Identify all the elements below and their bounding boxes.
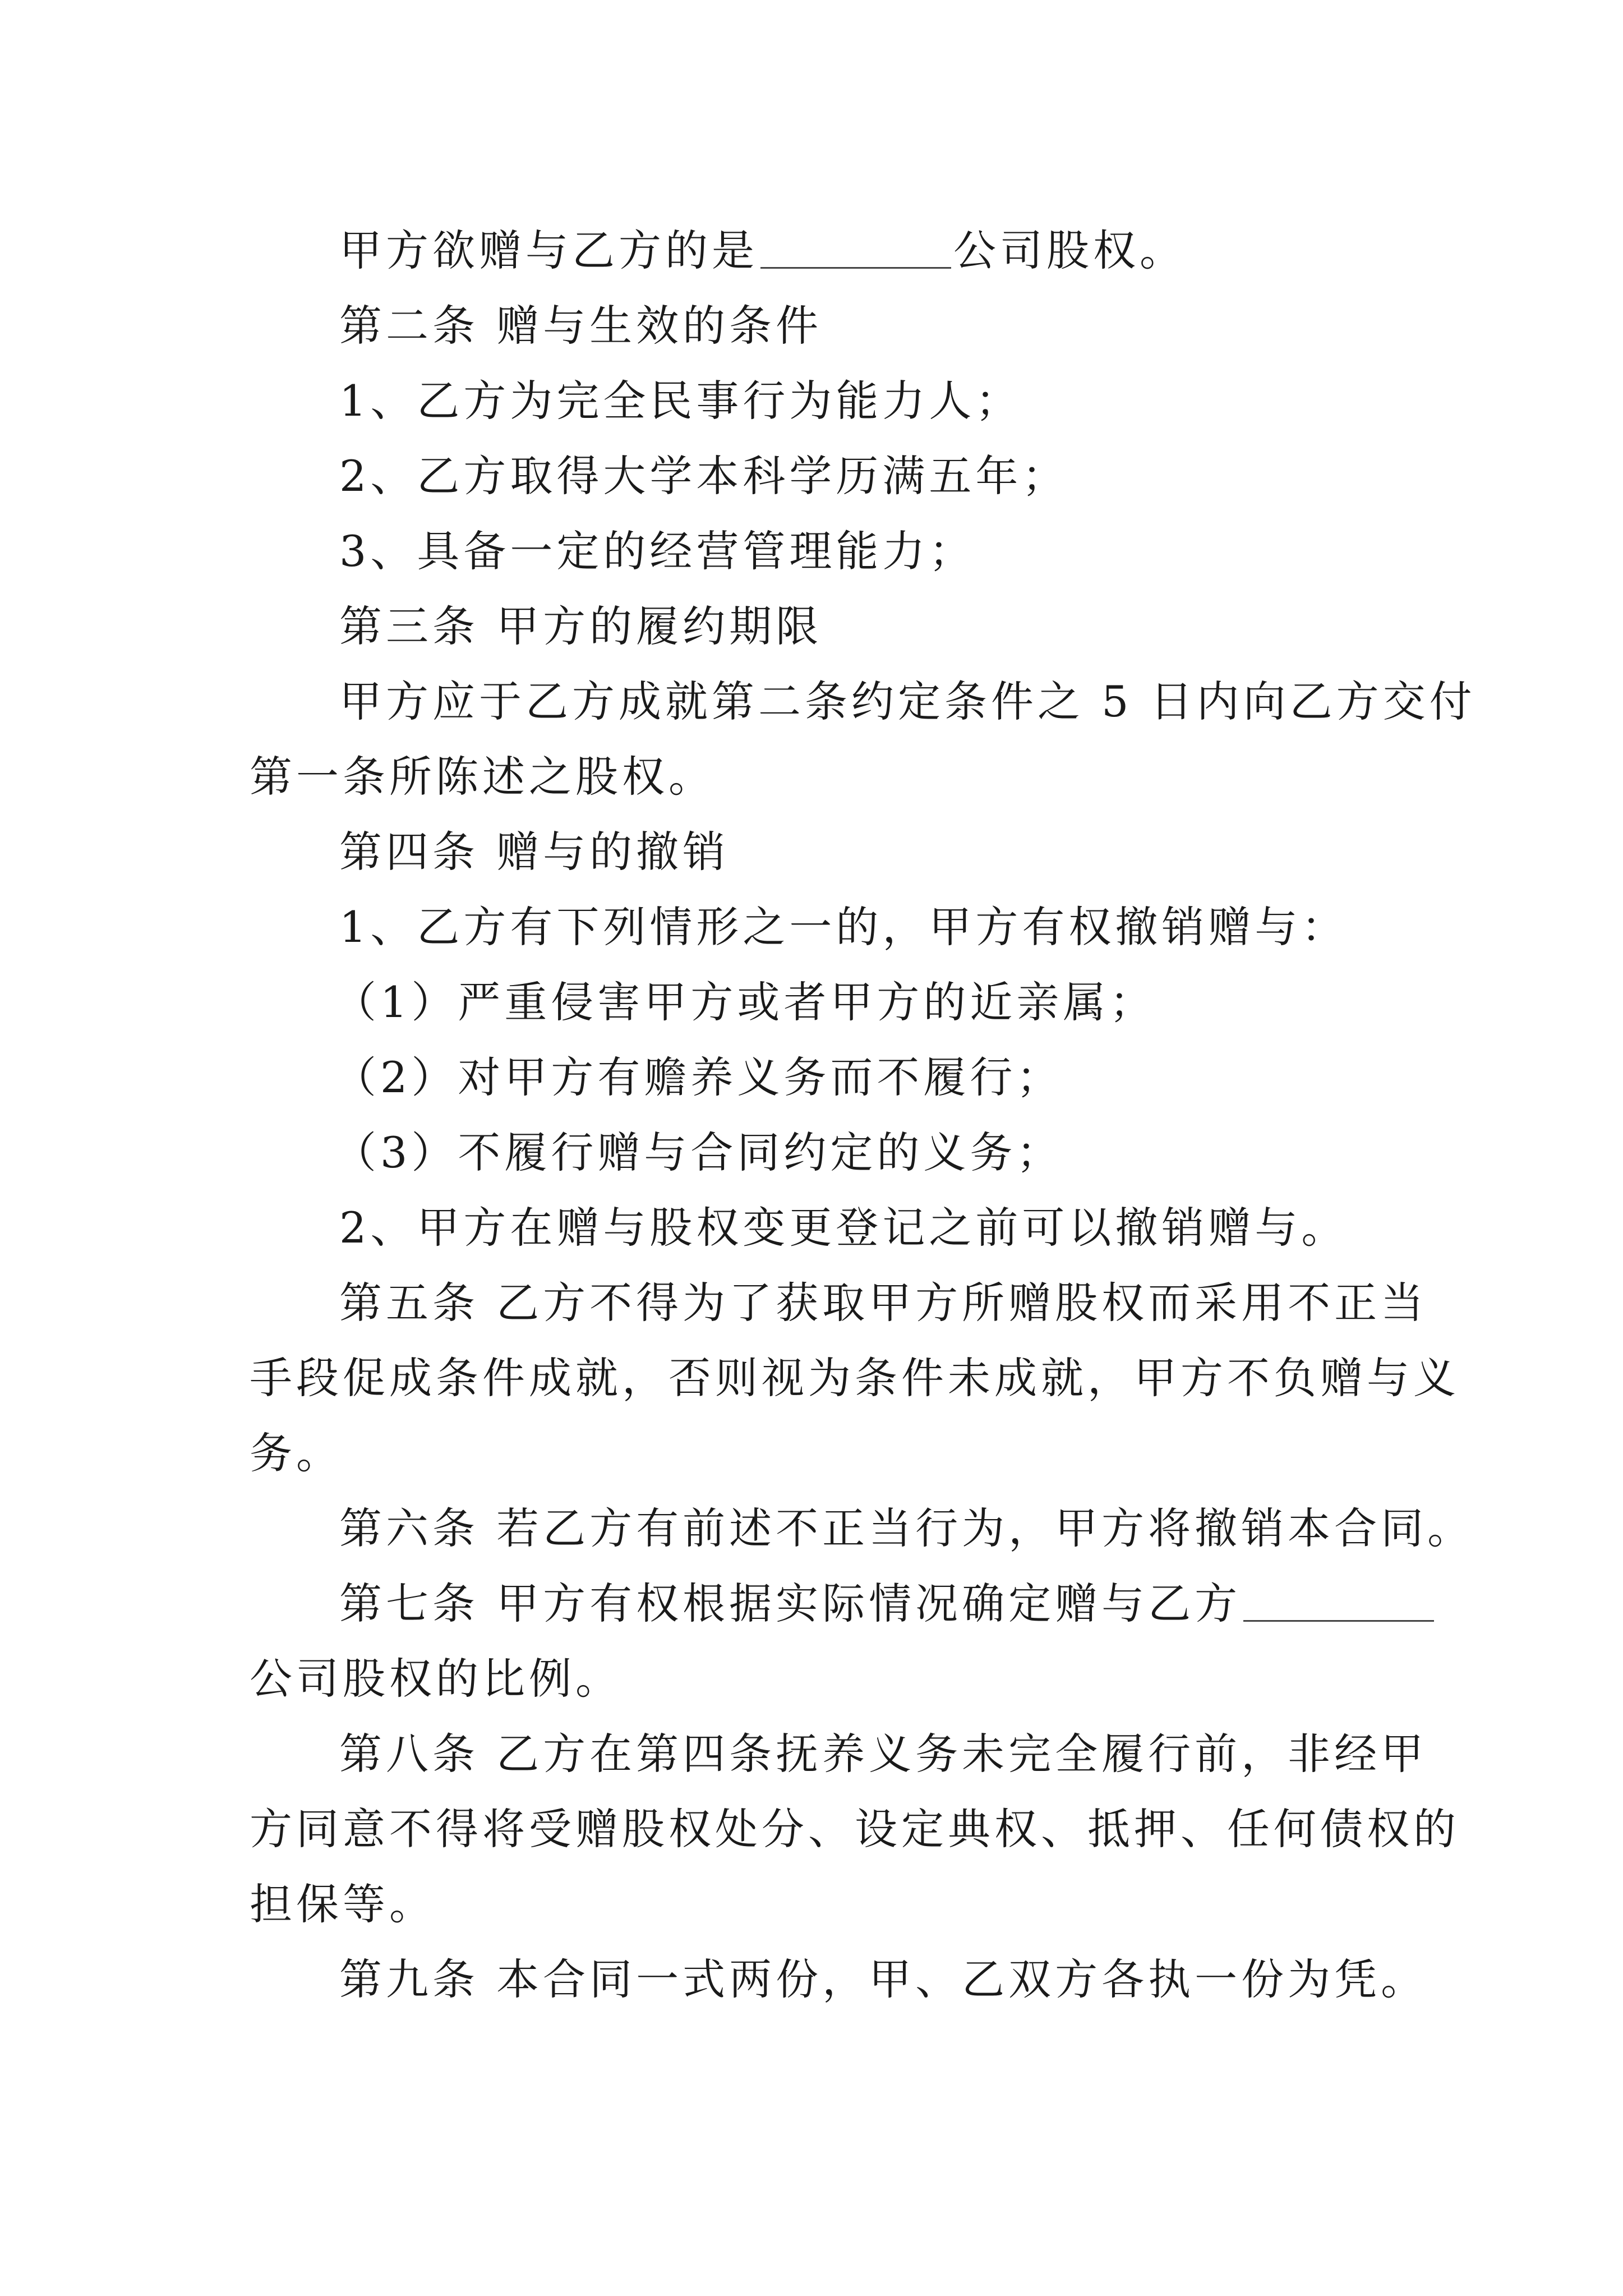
- article-4-item-2: 2、甲方在赠与股权变更登记之前可以撤销赠与。: [339, 1203, 1348, 1253]
- clause-1-text: 甲方欲赠与乙方的是: [339, 226, 758, 275]
- company-name-blank-2: [1243, 1577, 1434, 1622]
- article-4-sub-1: （1）严重侵害甲方或者甲方的近亲属；: [334, 977, 1156, 1027]
- article-2-heading: 第二条 赠与生效的条件: [339, 301, 823, 351]
- article-7-text: 第七条 甲方有权根据实际情况确定赠与乙方: [339, 1579, 1242, 1628]
- article-2-item-3: 3、具备一定的经营管理能力；: [339, 526, 976, 576]
- article-6: 第六条 若乙方有前述不正当行为，甲方将撤销本合同。: [339, 1503, 1474, 1553]
- article-3-heading: 第三条 甲方的履约期限: [339, 601, 823, 651]
- clause-1-subject: [250, 213, 1427, 288]
- contract-body: [250, 213, 1476, 2017]
- article-4-heading: 第四条 赠与的撤销: [339, 827, 730, 877]
- article-4-sub-2: （2）对甲方有赡养义务而不履行；: [334, 1052, 1063, 1102]
- article-7-line-2: 公司股权的比例。: [250, 1654, 622, 1704]
- article-2-item-2: 2、乙方取得大学本科学历满五年；: [339, 451, 1069, 501]
- article-5-line-2: 手段促成条件成就，否则视为条件未成就，甲方不负赠与义: [250, 1353, 1460, 1403]
- article-4-sub-3: （3）不履行赠与合同约定的义务；: [334, 1128, 1063, 1177]
- article-3-text-line-1: 甲方应于乙方成就第二条约定条件之 5 日内向乙方交付: [339, 677, 1476, 726]
- article-9: 第九条 本合同一式两份，甲、乙双方各执一份为凭。: [339, 1954, 1428, 2004]
- article-4-item-1: 1、乙方有下列情形之一的，甲方有权撤销赠与：: [339, 902, 1348, 952]
- company-name-blank: [760, 224, 951, 269]
- article-8-line-3: 担保等。: [250, 1879, 436, 1929]
- article-5-line-3: 务。: [250, 1428, 343, 1478]
- clause-1-text-end: 公司股权。: [953, 226, 1186, 275]
- article-7-line-1: [250, 1566, 1427, 1641]
- article-2-item-1: 1、乙方为完全民事行为能力人；: [339, 376, 1022, 426]
- article-8-line-1: 第八条 乙方在第四条抚养义务未完全履行前，非经甲: [339, 1729, 1428, 1779]
- article-5-line-1: 第五条 乙方不得为了获取甲方所赠股权而采用不正当: [339, 1278, 1428, 1328]
- article-3-text-line-2: 第一条所陈述之股权。: [250, 752, 715, 802]
- article-8-line-2: 方同意不得将受赠股权处分、设定典权、抵押、任何债权的: [250, 1804, 1460, 1854]
